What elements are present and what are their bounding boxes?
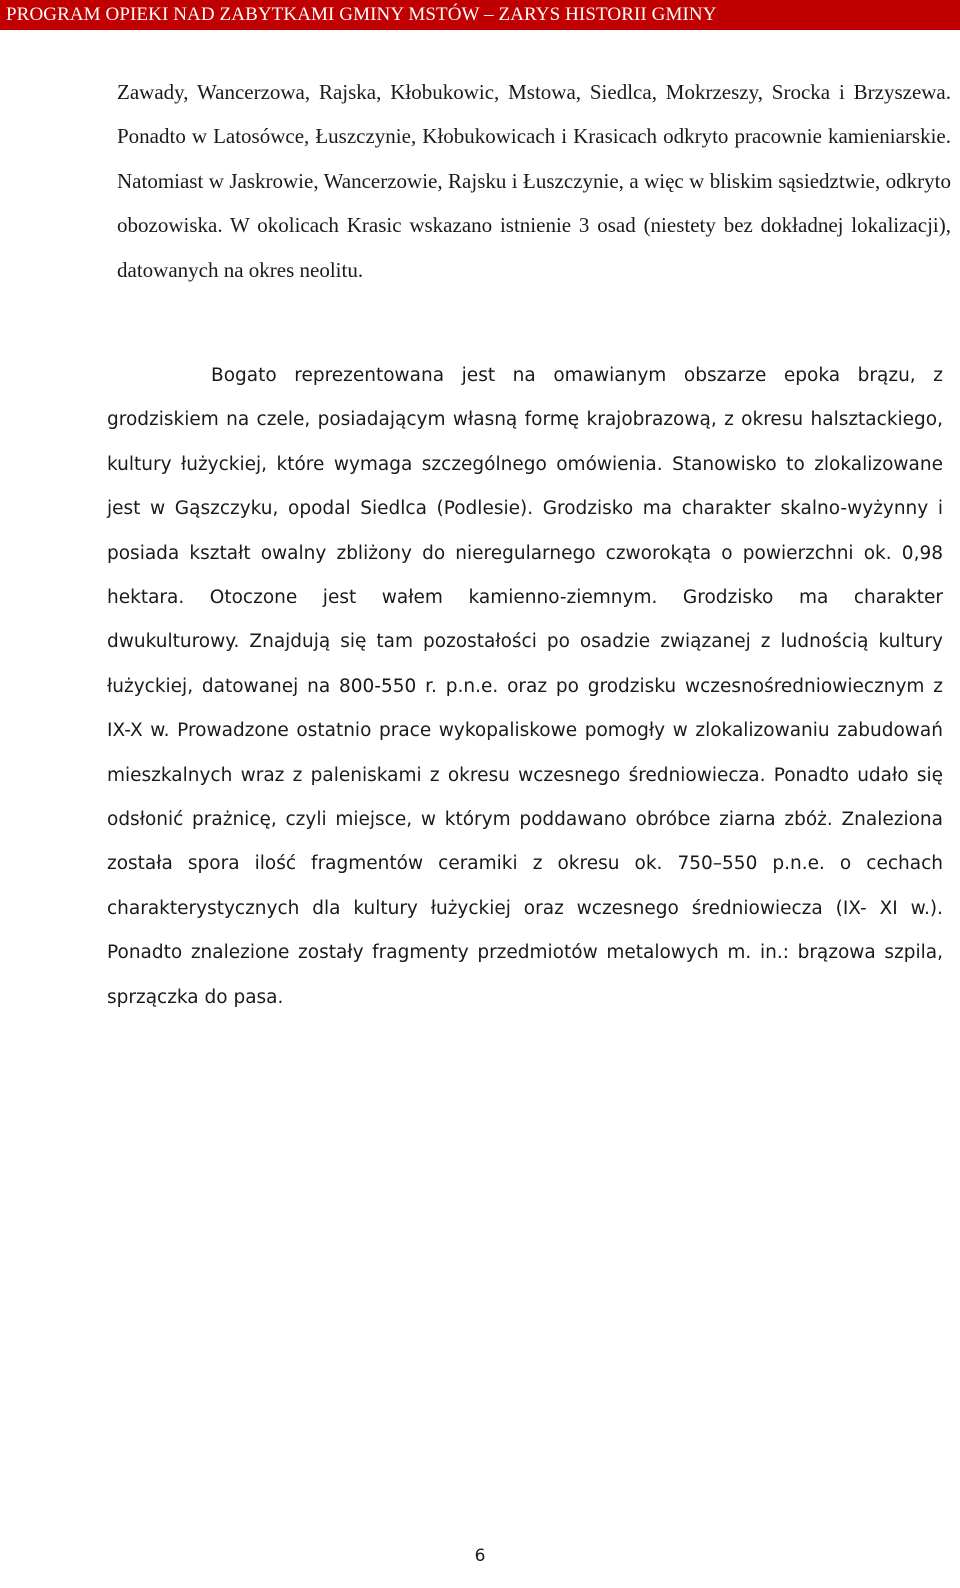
header-bar — [0, 0, 960, 30]
paragraph-settlements: Zawady, Wancerzowa, Rajska, Kłobukowic, Mstowa, Siedlca, Mokrzeszy, Srocka i Brzyszewa. Ponadto w Latosówce, Łuszczynie, Kłobukowicach i Krasicach odkryto pracownie kamieniarskie. Natomiast w Jaskrowie, Wancerzowie, Rajsku i Łuszczynie, a więc w bliskim sąsiedztwie, odkryto obozowiska. W okolicach Krasic wskazano istnienie 3 osad (niestety bez dokładnej lokalizacji), datowanych na okres neolitu. — [117, 80, 951, 282]
page-number: 6 — [474, 1546, 486, 1566]
paragraph-bronze-age: Bogato reprezentowana jest na omawianym obszarze epoka brązu, z grodziskiem na czele, posiadającym własną formę krajobrazową, z okresu halsztackiego, kultury łużyckiej, które wymaga szczególnego omówienia. Stanowisko to zlokalizowane jest w Gąszczyku, opodal Siedlca (Podlesie). Grodzisko ma charakter skalno-wyżynny i posiada kształt owalny zbliżony do nieregularnego czworokąta o powierzchni ok. 0,98 hektara. Otoczone jest wałem kamienno-ziemnym. Grodzisko ma charakter dwukulturowy. Znajdują się tam pozostałości po osadzie związanej z ludnością kultury łużyckiej, datowanej na 800-550 r. p.n.e. oraz po grodzisku wczesnośredniowiecznym z IX-X w. Prowadzone ostatnio prace wykopaliskowe pomogły w zlokalizowaniu zabudowań mieszkalnych wraz z paleniskami z okresu wczesnego średniowiecza. Ponadto udało się odsłonić prażnicę, czyli miejsce, w którym poddawano obróbce ziarna zbóż. Znaleziona została spora ilość fragmentów ceramiki z okresu ok. 750–550 p.n.e. o cechach charakterystycznych dla kultury łużyckiej oraz wczesnego średniowiecza (IX- XI w.). Ponadto znalezione zostały fragmenty przedmiotów metalowych m. in.: brązowa szpila, sprzączka do pasa. — [107, 365, 943, 1008]
document-header-title: PROGRAM OPIEKI NAD ZABYTKAMI GMINY MSTÓW – ZARYS HISTORII GMINY — [6, 4, 717, 25]
